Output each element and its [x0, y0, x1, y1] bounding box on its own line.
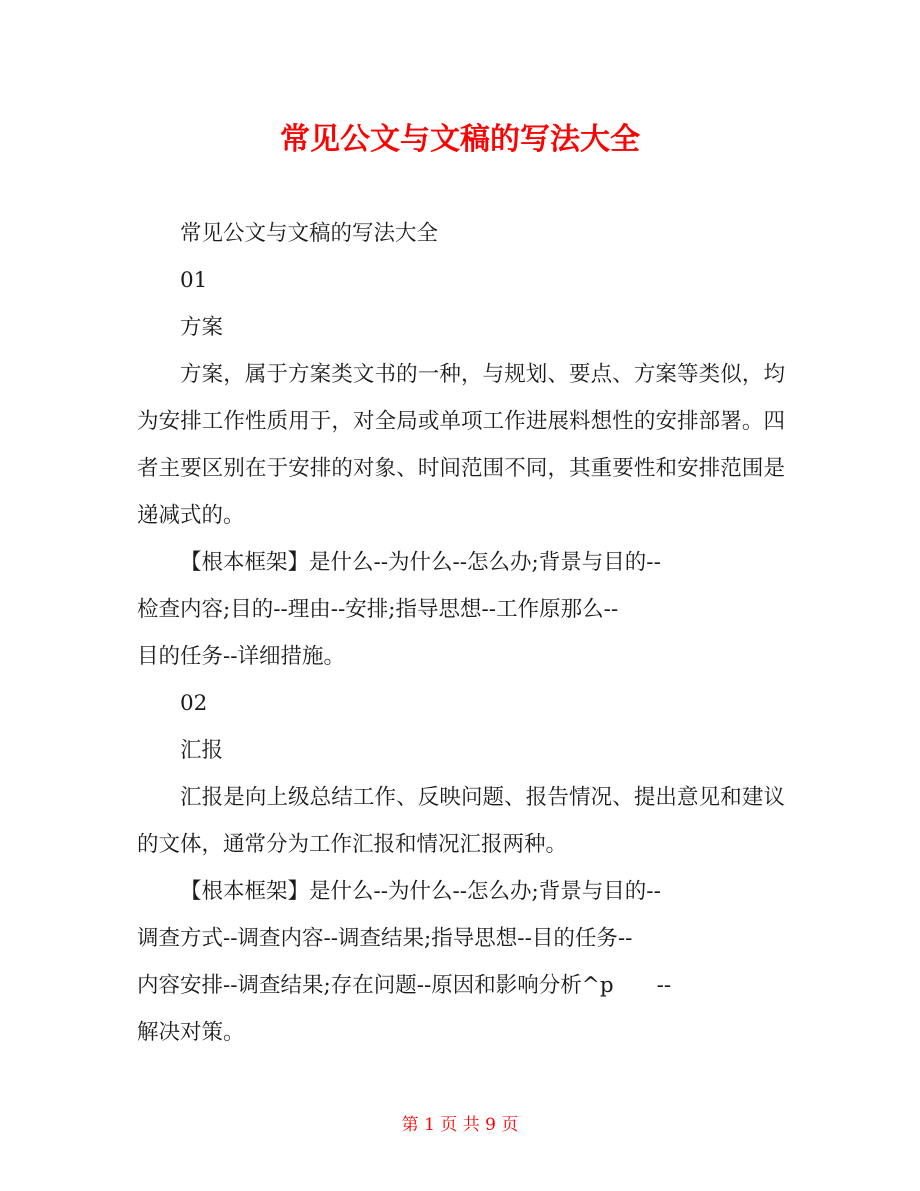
page-number-footer: 第 1 页 共 9 页	[401, 1115, 519, 1135]
plan-framework-line: 检查内容;目的--理由--安排;指导思想--工作原那么--	[137, 597, 619, 622]
plan-framework-line: 目的任务--详细措施。	[137, 644, 346, 669]
report-framework-line: 解决对策。	[137, 1020, 245, 1045]
report-framework-line: 【根本框架】是什么--为什么--怎么办;背景与目的--	[180, 879, 661, 904]
subtitle-paragraph: 常见公文与文稿的写法大全	[180, 221, 439, 246]
plan-description-paragraph: 方案，属于方案类文书的一种，与规划、要点、方案等类似，均为安排工作性质用于，对全局或单项工作进展料想性的安排部署。四者主要区别在于安排的对象、时间范围不同，其重要性和安排范围是递减式的。	[137, 362, 785, 528]
plan-framework-line: 【根本框架】是什么--为什么--怎么办;背景与目的--	[180, 550, 661, 575]
report-framework-paragraph	[137, 868, 785, 1056]
section-number-01: 01	[180, 268, 208, 293]
document-body	[137, 210, 785, 1056]
document-title: 常见公文与文稿的写法大全	[280, 122, 640, 157]
report-framework-line: 内容安排--调查结果;存在问题--原因和影响分析^p --	[137, 973, 672, 998]
report-framework-line: 调查方式--调查内容--调查结果;指导思想--目的任务--	[137, 926, 633, 951]
report-description-paragraph: 汇报是向上级总结工作、反映问题、报告情况、提出意见和建议的文体，通常分为工作汇报和情况汇报两种。	[137, 785, 785, 857]
section-number-02: 02	[180, 691, 208, 716]
section-heading-report: 汇报	[180, 738, 224, 763]
plan-framework-paragraph	[137, 539, 785, 680]
section-heading-plan: 方案	[180, 315, 224, 340]
